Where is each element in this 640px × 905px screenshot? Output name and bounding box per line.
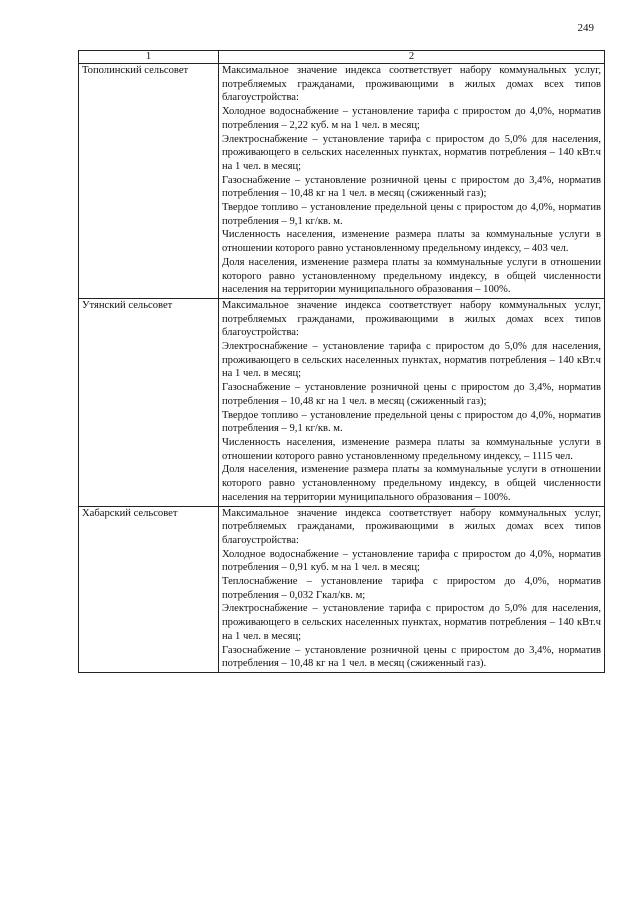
- paragraph: Твердое топливо – установление предельной цены с приростом до 4,0%, норматив потребления – 9,1 кг/кв. м.: [222, 409, 601, 435]
- table-row: [79, 298, 605, 506]
- data-table: [78, 50, 605, 673]
- paragraph: Электроснабжение – установление тарифа с приростом до 5,0% для населения, проживающего в сельских населенных пунктах, норматив потребления – 140 кВт.ч на 1 чел. в месяц;: [222, 133, 601, 172]
- paragraph: Максимальное значение индекса соответствует набору коммунальных услуг, потребляемых гражданами, проживающими в жилых домах всех типов благоустройства:: [222, 507, 601, 546]
- paragraph: Электроснабжение – установление тарифа с приростом до 5,0% для населения, проживающего в сельских населенных пунктах, норматив потребления – 140 кВт.ч на 1 чел. в месяц;: [222, 341, 601, 380]
- paragraph: Газоснабжение – установление розничной цены с приростом до 3,4%, норматив потребления – 10,48 кг на 1 чел. в месяц (сжиженный газ).: [222, 644, 601, 670]
- paragraph: Холодное водоснабжение – установление тарифа с приростом до 4,0%, норматив потребления – 0,91 куб. м на 1 чел. в месяц;: [222, 548, 601, 574]
- paragraph: Электроснабжение – установление тарифа с приростом до 5,0% для населения, проживающего в сельских населенных пунктах, норматив потребления – 140 кВт.ч на 1 чел. в месяц;: [222, 603, 601, 642]
- municipality-name: Утянский сельсовет: [79, 298, 219, 506]
- paragraph: Доля населения, изменение размера платы за коммунальные услуги в отношении которого равно установленному предельному индексу, в общей численности населения на территории муниципального образования – 100%.: [222, 256, 601, 296]
- paragraph: Твердое топливо – установление предельной цены с приростом до 4,0%, норматив потребления – 9,1 кг/кв. м.: [222, 202, 601, 227]
- page-number: 249: [577, 22, 594, 34]
- paragraph: Численность населения, изменение размера платы за коммунальные услуги в отношении которого равно установленному предельному индексу, – 1115 чел.: [222, 436, 601, 462]
- description-cell: [219, 506, 605, 672]
- paragraph: Холодное водоснабжение – установление тарифа с приростом до 4,0%, норматив потребления – 2,22 куб. м на 1 чел. в месяц;: [222, 106, 601, 131]
- description-cell: [219, 298, 605, 506]
- table-row: [79, 64, 605, 299]
- paragraph: Максимальное значение индекса соответствует набору коммунальных услуг, потребляемых гражданами, проживающими в жилых домах всех типов благоустройства:: [222, 65, 601, 104]
- description-cell: [219, 64, 605, 299]
- table-header-row: [79, 51, 605, 64]
- paragraph: Теплоснабжение – установление тарифа с приростом до 4,0%, норматив потребления – 0,032 Гкал/кв. м;: [222, 576, 601, 601]
- paragraph: Максимальное значение индекса соответствует набору коммунальных услуг, потребляемых гражданами, проживающими в жилых домах всех типов благоустройства:: [222, 299, 601, 339]
- paragraph: Доля населения, изменение размера платы за коммунальные услуги в отношении которого равно установленному предельному индексу, в общей численности населения на территории муниципального образования – 100%.: [222, 464, 601, 503]
- paragraph: Численность населения, изменение размера платы за коммунальные услуги в отношении которого равно установленному предельному индексу, – 403 чел.: [222, 229, 601, 255]
- column-header: 2: [219, 51, 605, 64]
- column-header: 1: [79, 51, 219, 64]
- table-row: [79, 506, 605, 672]
- paragraph: Газоснабжение – установление розничной цены с приростом до 3,4%, норматив потребления – 10,48 кг на 1 чел. в месяц (сжиженный газ);: [222, 382, 601, 407]
- paragraph: Газоснабжение – установление розничной цены с приростом до 3,4%, норматив потребления – 10,48 кг на 1 чел. в месяц (сжиженный газ);: [222, 174, 601, 200]
- municipality-name: Тополинский сельсовет: [79, 64, 219, 299]
- municipality-name: Хабарский сельсовет: [79, 506, 219, 672]
